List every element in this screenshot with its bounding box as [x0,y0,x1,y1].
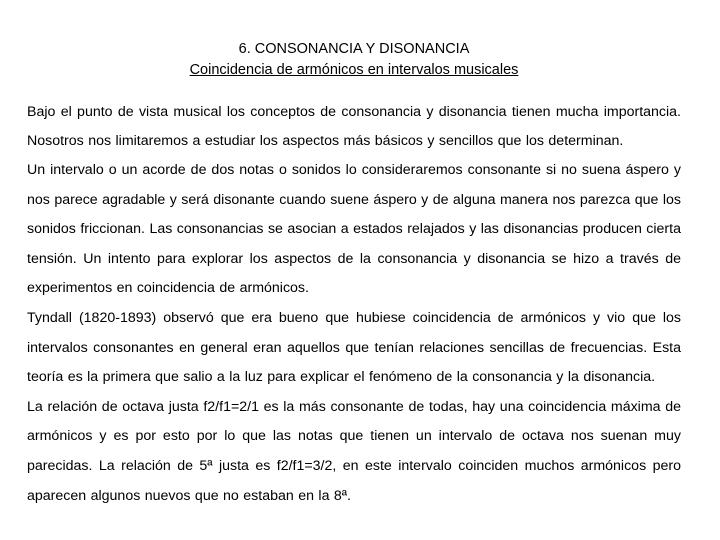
paragraph-4: La relación de octava justa f2/f1=2/1 es la más consonante de todas, hay una coincidencia máxima de armónicos y es por esto por lo que las notas que tienen un intervalo de octava nos suenan muy parecidas. La relación de 5ª justa es f2/f1=3/2, en este intervalo coinciden muchos armónicos pero aparecen algunos nuevos que no estaban en la 8ª. [27,398,681,504]
document-page [27,38,681,511]
document-title: 6. CONSONANCIA Y DISONANCIA [238,41,470,57]
paragraph-3: Tyndall (1820-1893) observó que era bueno que hubiese coincidencia de armónicos y vio que los intervalos consonantes en general eran aquellos que tenían relaciones sencillas de frecuencias. Esta teoría es la primera que salio a la luz para explicar el fenómeno de la consonancia y la disonancia. [27,309,681,386]
paragraph-2: Un intervalo o un acorde de dos notas o sonidos lo consideraremos consonante si no suena áspero y nos parece agradable y será disonante cuando suene áspero y de alguna manera nos parezca que los sonidos friccionan. Las consonancias se asocian a estados relajados y las disonancias producen cierta tensión. Un intento para explorar los aspectos de la consonancia y disonancia se hizo a través de experimentos en coincidencia de armónicos. [27,162,681,297]
document-subtitle: Coincidencia de armónicos en intervalos musicales [189,62,519,78]
paragraph-1: Bajo el punto de vista musical los conceptos de consonancia y disonancia tienen mucha importancia. Nosotros nos limitaremos a estudiar los aspectos más básicos y sencillos que los determinan. [27,104,681,149]
title-block [27,38,681,80]
